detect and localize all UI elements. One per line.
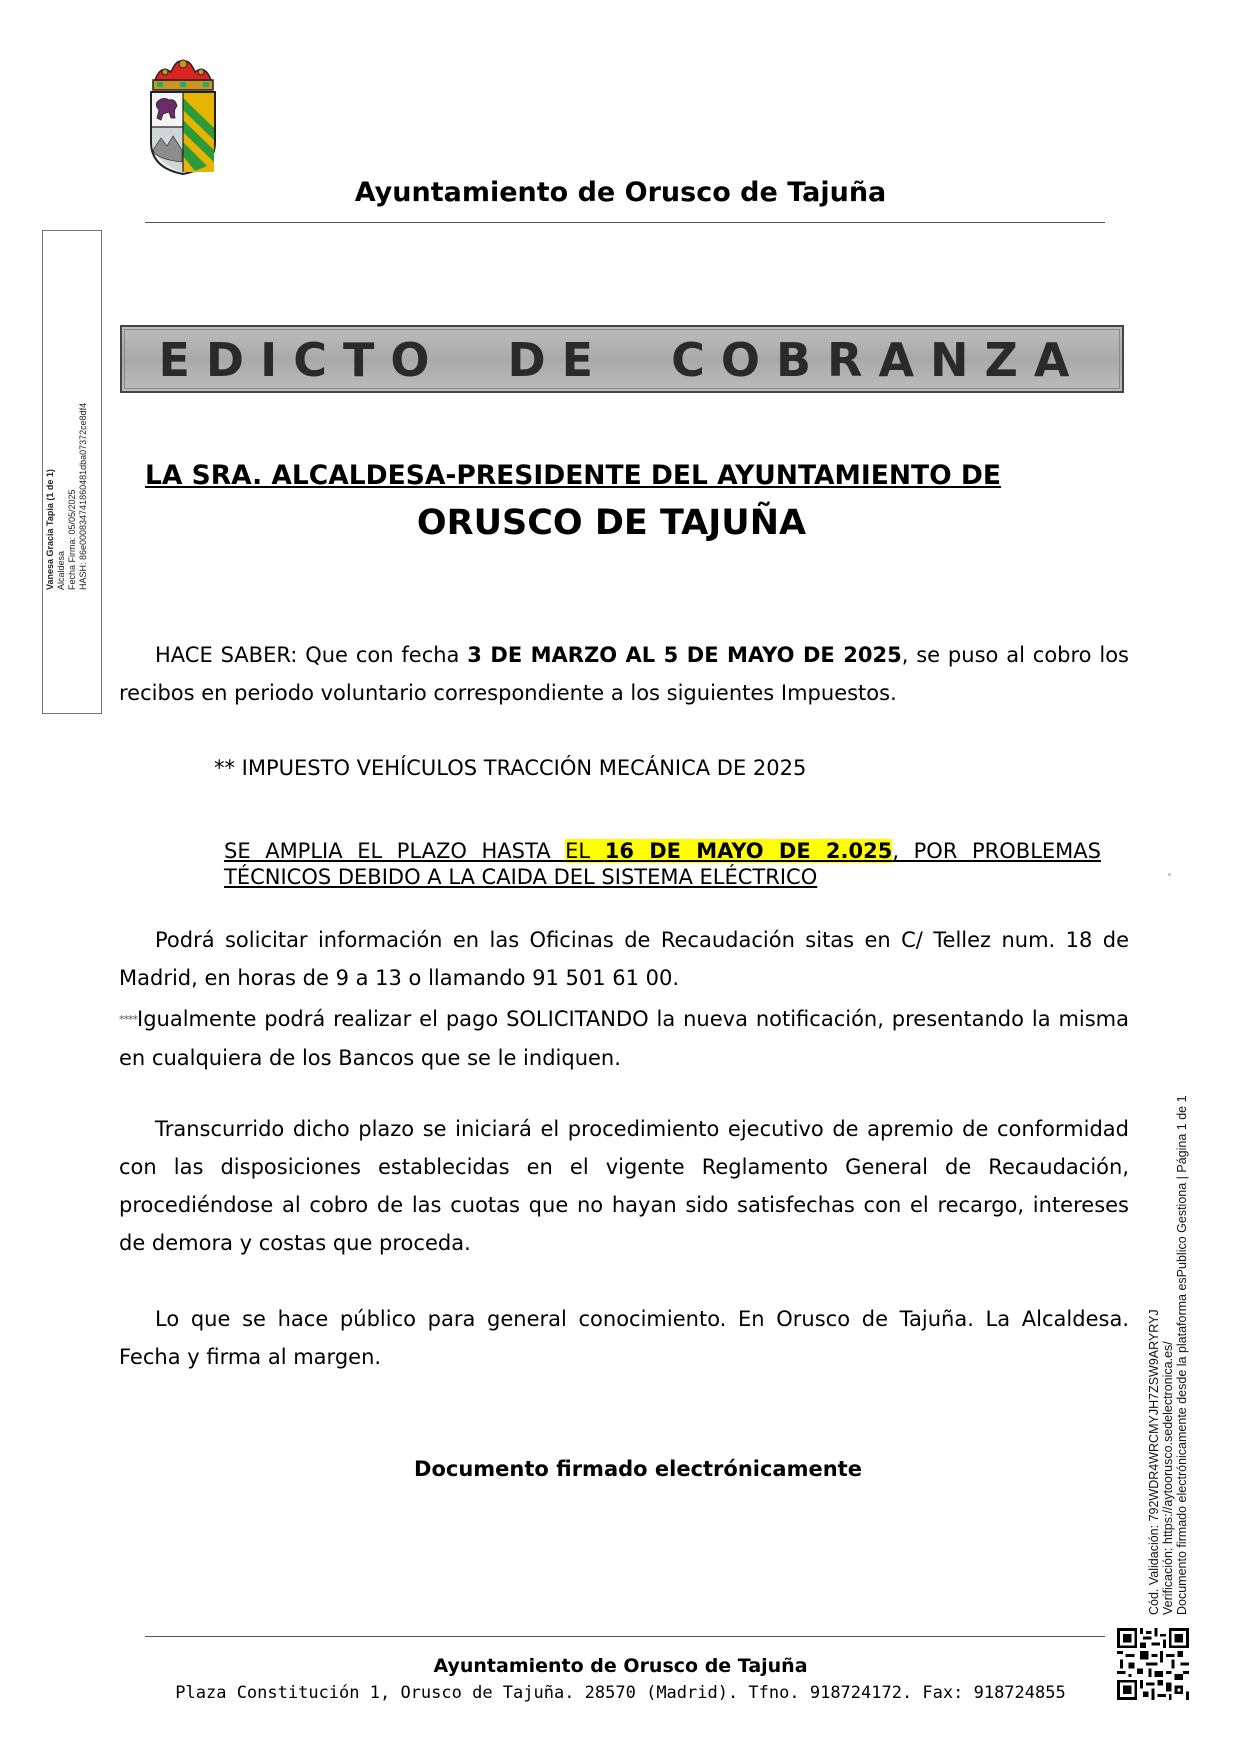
hace-saber-continuation: , se puso al cobro los recibos en periodo voluntario correspondiente a los siguientes Impuestos. [119, 643, 1129, 705]
impuesto-item: ** IMPUESTO VEHÍCULOS TRACCIÓN MECÁNICA DE 2025 [214, 756, 807, 780]
coat-of-arms-logo [147, 58, 219, 176]
paragraph-amplia-plazo [224, 838, 1101, 890]
title-line-1: LA SRA. ALCALDESA-PRESIDENTE DEL AYUNTAMIENTO DE [145, 460, 1001, 491]
paragraph-podra: Podrá solicitar información en las Oficinas de Recaudación sitas en C/ Tellez num. 18 de Madrid, en horas de 9 a 13 o llamando 91 501 61 00. [119, 928, 1129, 990]
signature-date: Fecha Firma: 05/05/2025 [67, 489, 77, 590]
validation-info [1147, 1095, 1189, 1615]
highlighted-deadline [565, 839, 892, 863]
footer-title-text: Ayuntamiento de Orusco de Tajuña [433, 1655, 808, 1677]
scan-artifact [1168, 873, 1171, 876]
paragraph-hace-saber [119, 636, 1129, 712]
paragraph-igualmente [119, 1000, 1129, 1077]
stars-mark: **** [119, 1013, 137, 1026]
title-line-2-text: ORUSCO DE TAJUÑA [416, 503, 807, 543]
paragraph-lo-que: Lo que se hace público para general conocimiento. En Orusco de Tajuña. La Alcaldesa. Fecha y firma al margen. [119, 1307, 1129, 1369]
electronic-signature-note [0, 1457, 1241, 1481]
verification-url: Verificación: https://aytoorusco.sedelectronica.es/ [1161, 1341, 1175, 1615]
banner-text: EDICTO DE COBRANZA [158, 333, 1086, 387]
hace-saber-text: HACE SABER: Que con fecha [155, 643, 468, 667]
header-divider [145, 222, 1105, 223]
signature-hash: HASH: 86e000834741860481dba07372ce8df4 [78, 402, 88, 590]
hace-saber-dates: 3 DE MARZO AL 5 DE MAYO DE 2025 [467, 643, 902, 667]
amplia-reason: , POR PROBLEMAS TÉCNICOS DEBIDO A LA CAIDA DEL SISTEMA ELÉCTRICO [224, 839, 1101, 889]
footer-divider [145, 1636, 1105, 1637]
edicto-banner [120, 325, 1124, 393]
validation-code: Cód. Validación: 792WDR4WRCMYJH7ZSW9ARYRYJ [1147, 1309, 1161, 1615]
signer-role: Alcaldesa [56, 550, 66, 590]
footer-title [0, 1655, 1241, 1677]
deadline-date: 16 DE MAYO DE 2.025 [604, 839, 893, 863]
header-title [0, 177, 1241, 208]
amplia-text: SE AMPLIA EL PLAZO HASTA [224, 839, 566, 863]
header-title-text: Ayuntamiento de Orusco de Tajuña [354, 177, 887, 208]
title-line-2 [0, 503, 1241, 543]
footer-address [0, 1683, 1241, 1703]
igualmente-text: Igualmente podrá realizar el pago SOLICITANDO la nueva notificación, presentando la misma en cualquiera de los Bancos que se le indiquen. [119, 1007, 1129, 1070]
qr-code-icon[interactable] [1117, 1628, 1189, 1700]
paragraph-transcurrido: Transcurrido dicho plazo se iniciará el procedimiento ejecutivo de apremio de conformidad con las disposiciones establecidas en el vigente Reglamento General de Recaudación, procediéndose al cobro de las cuotas que no hayan sido satisfechas con el recargo, intereses de demora y costas que proceda. [119, 1117, 1129, 1255]
deadline-prefix: EL [565, 839, 605, 863]
footer-address-text: Plaza Constitución 1, Orusco de Tajuña. 28570 (Madrid). Tfno. 918724172. Fax: 918724855 [175, 1683, 1066, 1703]
platform-note: Documento firmado electrónicamente desde la plataforma esPublico Gestiona | Página 1 de 1 [1175, 1095, 1189, 1615]
signer-name: Vanesa Gracia Tapia (1 de 1) [45, 469, 55, 590]
electronic-signature-text: Documento firmado electrónicamente [414, 1457, 862, 1481]
